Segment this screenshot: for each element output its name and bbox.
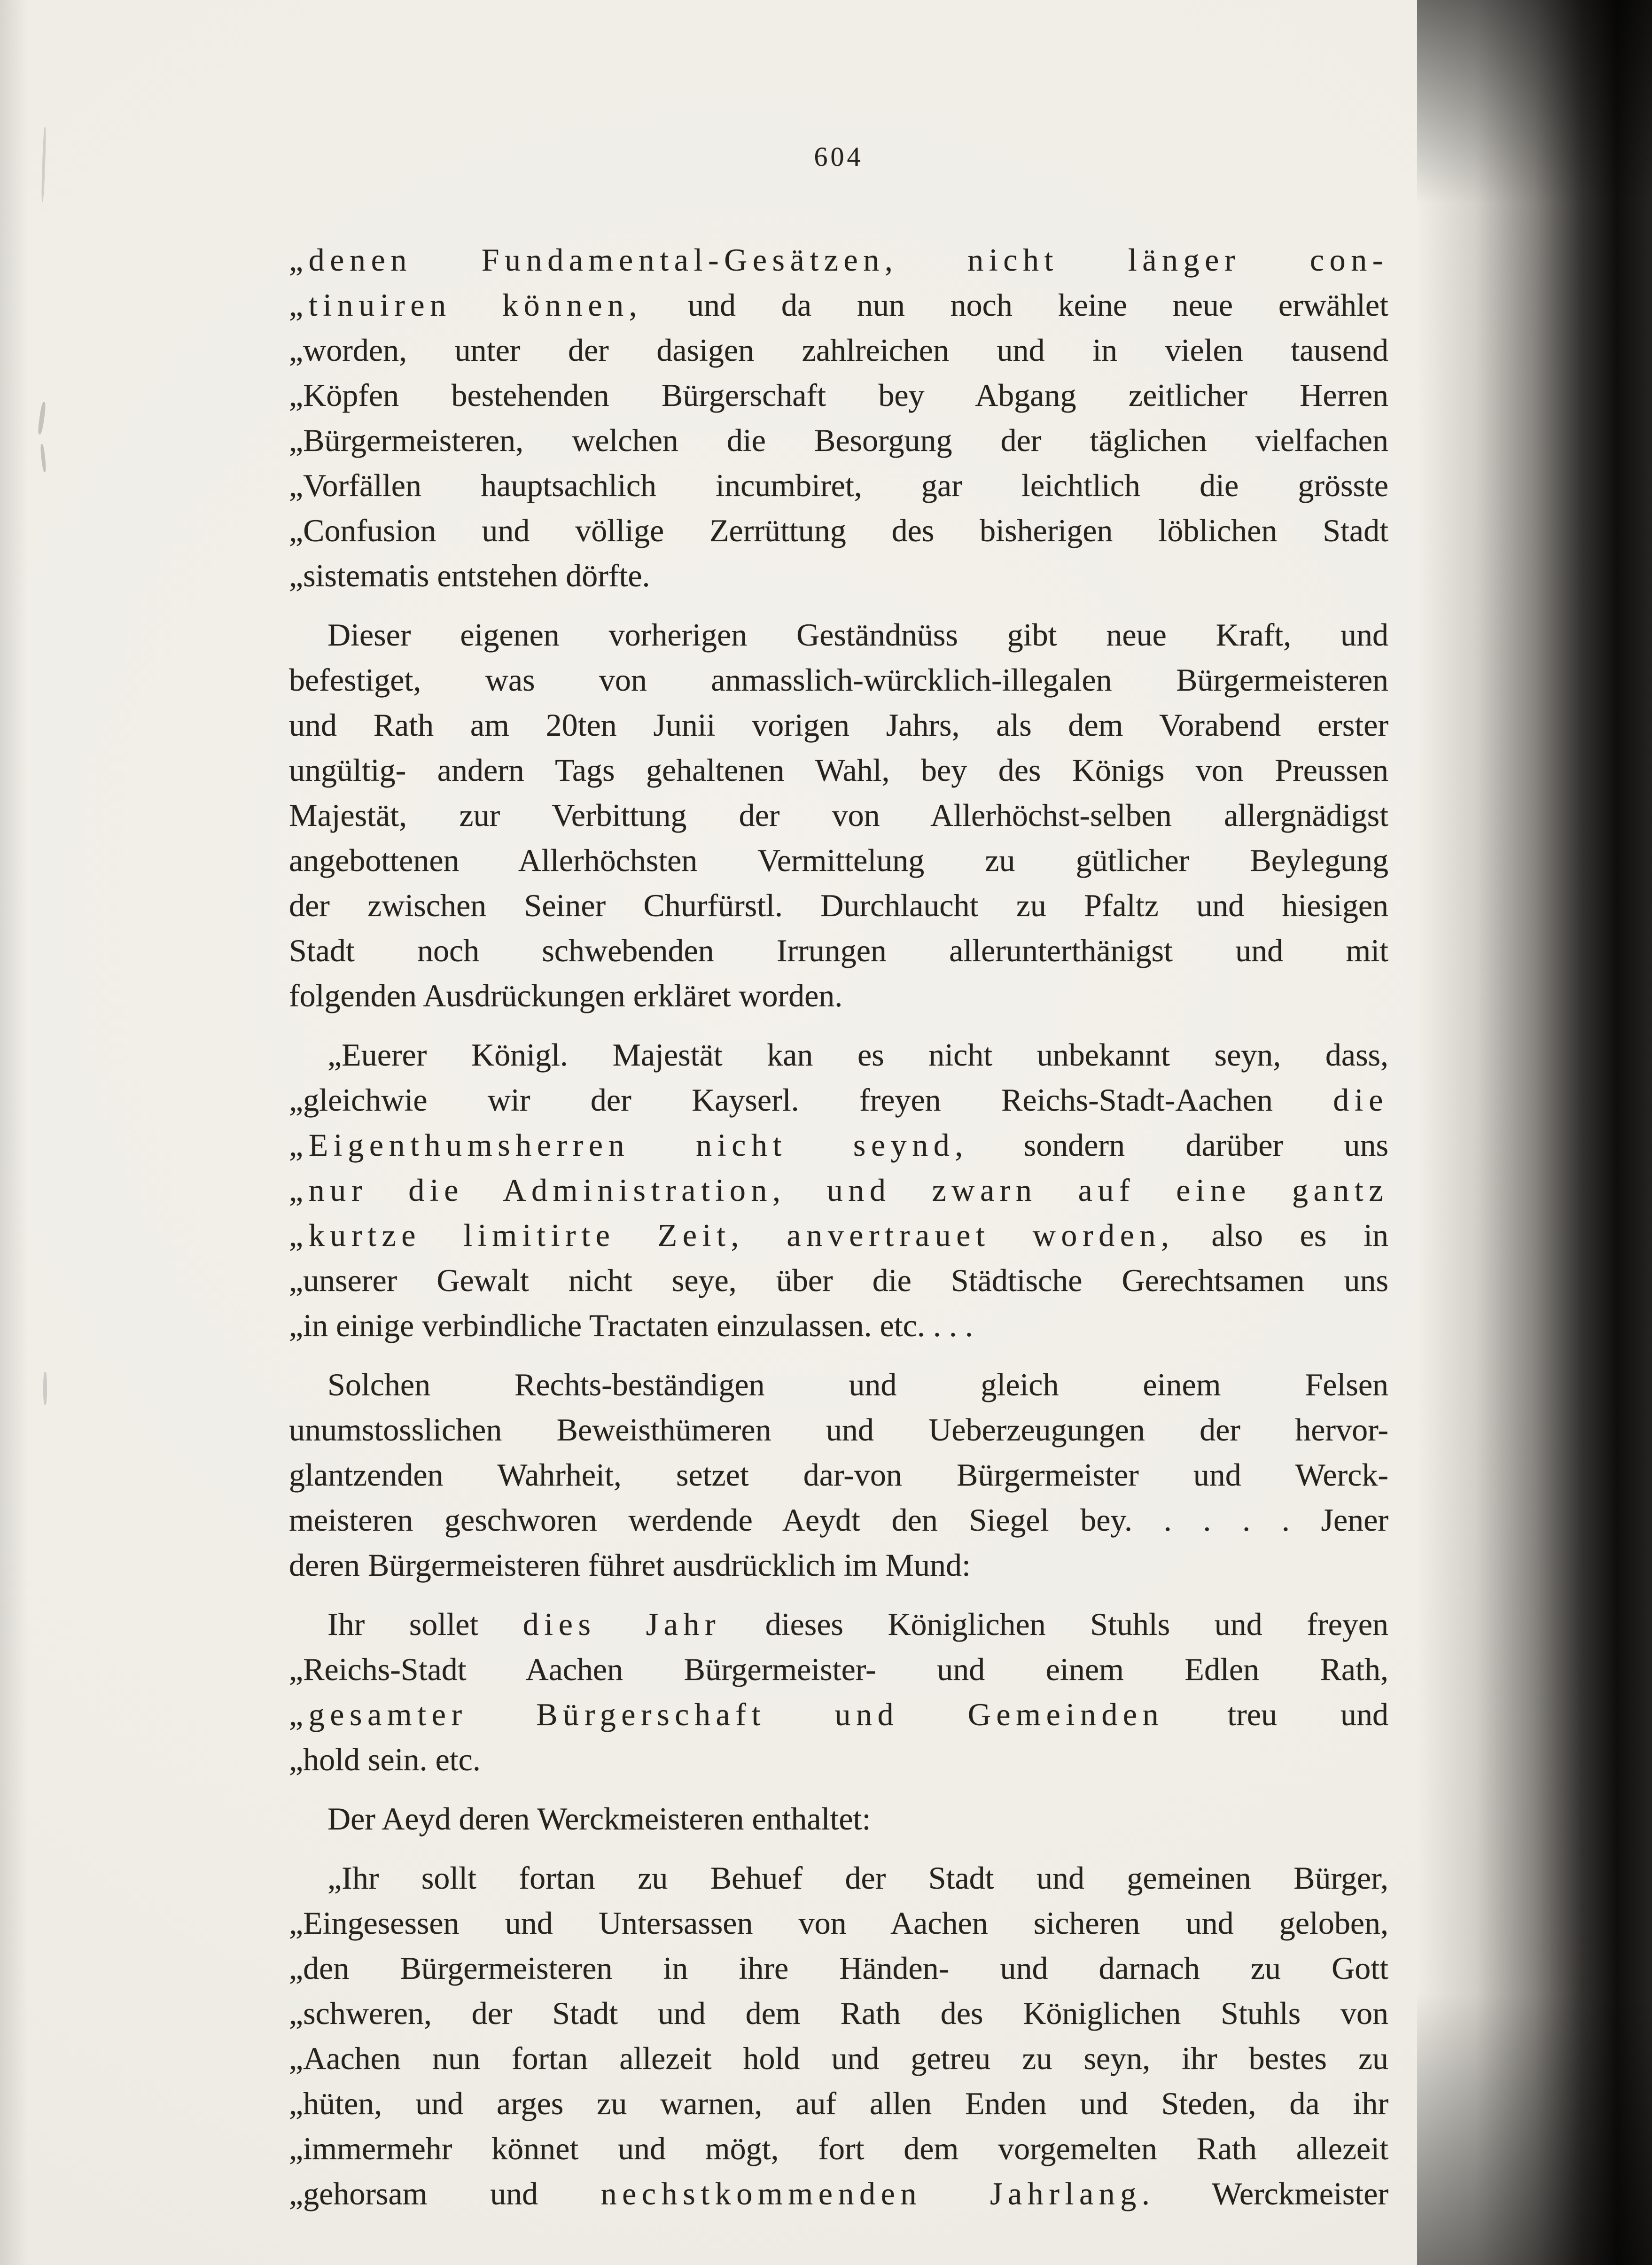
text-segment: Majestät, zur Verbittung der von Allerhöchst-selben allergnädigst	[289, 797, 1388, 833]
text-line	[289, 1258, 1388, 1303]
text-line	[289, 463, 1388, 508]
text-segment: der zwischen Seiner Churfürstl. Durchlaucht zu Pfaltz und hiesigen	[289, 887, 1388, 923]
text-line	[289, 237, 1388, 282]
text-line	[289, 1946, 1388, 1991]
text-block	[289, 237, 1388, 2216]
text-line	[289, 793, 1388, 838]
text-line	[289, 1900, 1388, 1946]
text-line	[289, 883, 1388, 928]
text-segment: „Ihr sollt fortan zu Behuef der Stadt und gemeinen Bürger,	[327, 1860, 1388, 1896]
text-segment: und da nun noch keine neue erwählet	[642, 287, 1388, 323]
text-line	[289, 1991, 1388, 2036]
paragraph	[289, 612, 1388, 1018]
text-segment: angebottenen Allerhöchsten Vermittelung zu gütlicher Beylegung	[289, 842, 1388, 878]
text-segment: die	[1333, 1082, 1388, 1118]
text-segment: „gleichwie wir der Kayserl. freyen Reichs-Stadt-Aachen	[289, 1082, 1333, 1118]
text-line	[289, 508, 1388, 553]
text-segment: „sistematis entstehen dörfte.	[289, 558, 650, 593]
text-segment: „hold sein. etc.	[289, 1742, 481, 1777]
text-segment: befestiget, was von anmasslich-würcklich-illegalen Bürgermeisteren	[289, 662, 1388, 698]
text-segment: „Bürgermeisteren, welchen die Besorgung der täglichen vielfachen	[289, 422, 1388, 458]
paragraph	[289, 1855, 1388, 2216]
text-line	[289, 2171, 1388, 2216]
text-segment: „Reichs-Stadt Aachen Bürgermeister- und einem Edlen Rath,	[289, 1651, 1388, 1687]
paragraph	[289, 1796, 1388, 1841]
paragraph	[289, 1362, 1388, 1588]
scan-speck	[41, 127, 47, 202]
text-line	[289, 282, 1388, 327]
text-segment: treu und	[1164, 1697, 1388, 1732]
text-line	[289, 1692, 1388, 1737]
text-line	[289, 1032, 1388, 1077]
text-segment: „Aachen nun fortan allezeit hold und getreu zu seyn, ihr bestes zu	[289, 2040, 1388, 2076]
text-line	[289, 1497, 1388, 1542]
text-segment: glantzenden Wahrheit, setzet dar-von Bürgermeister und Werck-	[289, 1457, 1388, 1493]
text-segment: „kurtze limitirte Zeit, anvertrauet worden,	[289, 1217, 1175, 1253]
text-line	[289, 1602, 1388, 1647]
text-line	[289, 373, 1388, 418]
paragraph	[289, 1602, 1388, 1782]
text-segment: „Confusion und völlige Zerrüttung des bisherigen löblichen Stadt	[289, 513, 1388, 548]
text-line	[289, 1168, 1388, 1213]
text-segment: dieses Königlichen Stuhls und freyen	[721, 1606, 1388, 1642]
text-segment: „gesamter Bürgerschaft und Gemeinden	[289, 1697, 1164, 1732]
text-line	[289, 1796, 1388, 1841]
text-segment: „nur die Administration, und zwarn auf eine gantz	[289, 1172, 1388, 1208]
text-line	[289, 747, 1388, 793]
text-segment: „schweren, der Stadt und dem Rath des Königlichen Stuhls von	[289, 1995, 1388, 2031]
text-segment: „denen Fundamental-Gesätzen, nicht länger con-	[289, 242, 1388, 278]
text-segment: „Vorfällen hauptsachlich incumbiret, gar leichtlich die grösste	[289, 467, 1388, 503]
scan-speck	[40, 444, 47, 473]
text-segment: „Eigenthumsherren nicht seynd	[289, 1127, 955, 1163]
page-number: 604	[814, 141, 864, 172]
text-line	[289, 553, 1388, 598]
text-segment: „hüten, und arges zu warnen, auf allen Enden und Steden, da ihr	[289, 2086, 1388, 2121]
paragraph	[289, 237, 1388, 598]
text-segment: . Werckmeister	[1141, 2176, 1389, 2211]
text-line	[289, 1855, 1388, 1900]
text-segment: meisteren geschworen werdende Aeydt den Siegel bey. . . . . Jener	[289, 1502, 1388, 1538]
text-segment: folgenden Ausdrückungen erkläret worden.	[289, 978, 843, 1013]
scan-speck	[37, 402, 47, 435]
text-segment: „Eingesessen und Untersassen von Aachen sicheren und geloben,	[289, 1905, 1388, 1941]
scan-speck	[43, 1372, 47, 1405]
text-line	[289, 1737, 1388, 1782]
text-line	[289, 2126, 1388, 2171]
text-line	[289, 2081, 1388, 2126]
text-segment: deren Bürgermeisteren führet ausdrücklich im Mund:	[289, 1547, 971, 1583]
text-line	[289, 1077, 1388, 1122]
text-segment: „den Bürgermeisteren in ihre Händen- und darnach zu Gott	[289, 1950, 1388, 1986]
text-segment: ungültig- andern Tags gehaltenen Wahl, bey des Königs von Preussen	[289, 752, 1388, 788]
text-segment: „worden, unter der dasigen zahlreichen und in vielen tausend	[289, 332, 1388, 368]
text-segment: nechstkommenden Jahrlang	[600, 2176, 1142, 2211]
paragraph	[289, 1032, 1388, 1348]
text-segment: also es in	[1174, 1217, 1388, 1253]
book-gutter-shadow	[1417, 0, 1652, 2265]
text-line	[289, 838, 1388, 883]
text-segment: und Rath am 20ten Junii vorigen Jahrs, als dem Vorabend erster	[289, 707, 1388, 743]
text-segment: „tinuiren können,	[289, 287, 643, 323]
text-line	[289, 1213, 1388, 1258]
text-line	[289, 1362, 1388, 1407]
text-segment: „unserer Gewalt nicht seye, über die Städtische Gerechtsamen uns	[289, 1262, 1388, 1298]
text-segment: Der Aeyd deren Werckmeisteren enthaltet:	[327, 1801, 871, 1837]
text-segment: „gehorsam und	[289, 2176, 601, 2211]
text-line	[289, 973, 1388, 1018]
text-segment: Stadt noch schwebenden Irrungen allerunterthänigst und mit	[289, 933, 1388, 968]
text-line	[289, 1303, 1388, 1348]
text-line	[289, 1542, 1388, 1588]
text-segment: Ihr sollet	[327, 1606, 523, 1642]
text-line	[289, 418, 1388, 463]
text-line	[289, 1122, 1388, 1168]
text-segment: Dieser eigenen vorherigen Geständnüss gibt neue Kraft, und	[327, 617, 1388, 653]
text-line	[289, 657, 1388, 702]
text-segment: Solchen Rechts-beständigen und gleich einem Felsen	[327, 1367, 1388, 1402]
text-line	[289, 1407, 1388, 1452]
text-line	[289, 928, 1388, 973]
text-segment: dies Jahr	[522, 1606, 721, 1642]
text-segment: „immermehr könnet und mögt, fort dem vorgemelten Rath allezeit	[289, 2131, 1388, 2166]
text-line	[289, 1452, 1388, 1497]
text-segment: „Köpfen bestehenden Bürgerschaft bey Abgang zeitlicher Herren	[289, 377, 1388, 413]
text-segment: unumstosslichen Beweisthümeren und Ueberzeugungen der hervor-	[289, 1412, 1388, 1448]
text-line	[289, 612, 1388, 657]
text-line	[289, 1647, 1388, 1692]
left-edge-shade	[0, 0, 28, 2265]
text-segment: „in einige verbindliche Tractaten einzulassen. etc. . . .	[289, 1308, 973, 1343]
text-line	[289, 327, 1388, 373]
text-line	[289, 702, 1388, 747]
text-segment: „Euerer Königl. Majestät kan es nicht unbekannt seyn, dass,	[327, 1037, 1388, 1073]
text-segment: , sondern darüber uns	[955, 1127, 1389, 1163]
text-line	[289, 2036, 1388, 2081]
